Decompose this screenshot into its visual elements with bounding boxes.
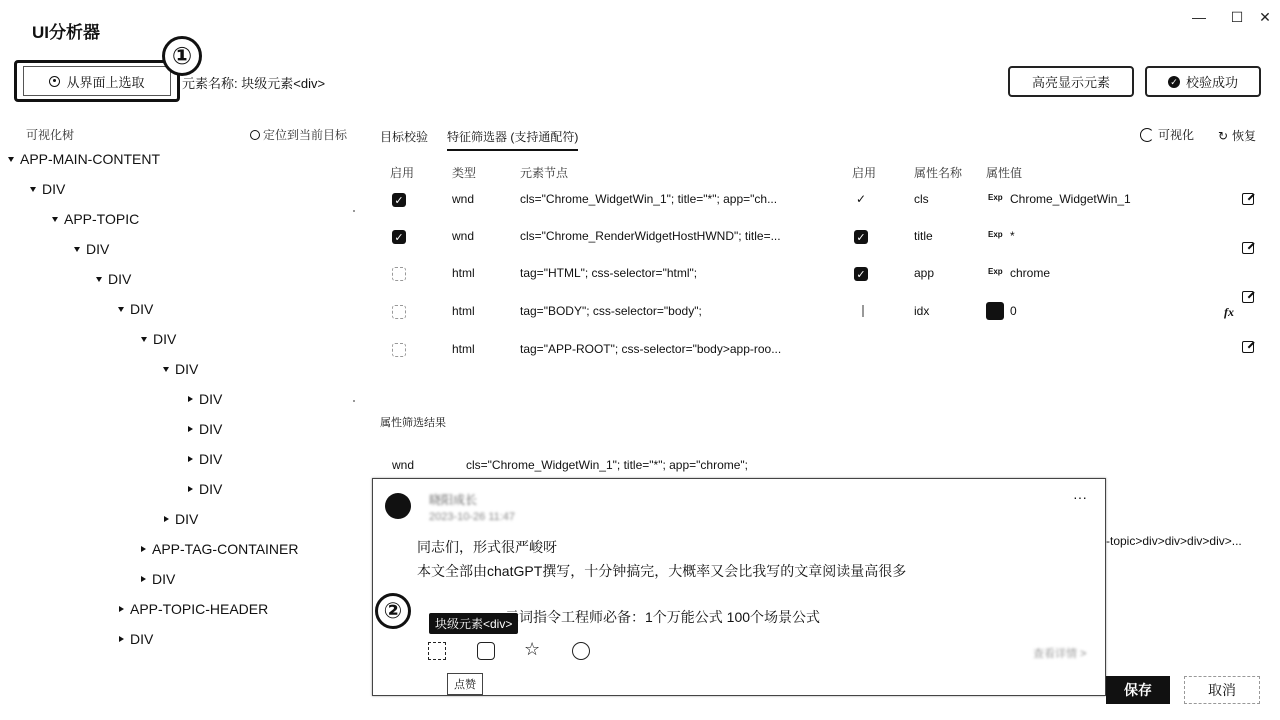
switch-icon[interactable]	[986, 302, 1004, 320]
edit-icon[interactable]	[1242, 341, 1254, 353]
tree-node-label: DIV	[152, 571, 176, 587]
tree-node-label: DIV	[175, 511, 199, 527]
splitter-dot	[353, 400, 355, 402]
expand-arrow-icon[interactable]	[119, 606, 124, 612]
expand-arrow-icon[interactable]	[164, 516, 169, 522]
col-attr-value: 属性值	[986, 166, 1023, 180]
tree-node[interactable]	[141, 539, 299, 559]
attr-enabled-checkbox[interactable]: ✓	[854, 230, 868, 244]
attr-value[interactable]: chrome	[1010, 266, 1051, 280]
expand-arrow-icon[interactable]	[141, 576, 146, 582]
tree-node-label: DIV	[199, 421, 223, 437]
step-badge-2: ②	[375, 593, 411, 629]
pick-label: 从界面上选取	[66, 74, 145, 90]
tree-node[interactable]	[141, 569, 175, 589]
expand-arrow-icon[interactable]	[188, 426, 193, 432]
post-line-2: 本文全部由chatGPT撰写，十分钟搞完，大概率又会比我写的文章阅读量高很多	[417, 563, 907, 579]
tree-node[interactable]	[119, 629, 153, 649]
tree-node[interactable]	[188, 479, 222, 499]
check-circle-icon: ✓	[1168, 76, 1180, 88]
toggle-icon	[1140, 128, 1154, 142]
tab-target-verify[interactable]: 目标校验	[380, 130, 429, 144]
attr-enabled-checkbox[interactable]: ✓	[856, 192, 867, 206]
expand-arrow-icon[interactable]	[188, 486, 193, 492]
tree-node[interactable]	[164, 509, 198, 529]
results-header: 属性筛选结果	[380, 417, 446, 429]
col-attr-name: 属性名称	[914, 166, 963, 180]
locate-target-button[interactable]	[250, 126, 347, 143]
info-icon[interactable]	[572, 642, 590, 660]
highlight-element-button[interactable]: 高亮显示元素	[1008, 66, 1134, 97]
minimize-button[interactable]: —	[1192, 9, 1206, 25]
tree-node-label: DIV	[153, 331, 177, 347]
row-node: tag="HTML"; css-selector="html";	[520, 266, 698, 280]
post-line-1: 同志们，形式很严峻呀	[417, 539, 557, 555]
row-type: html	[452, 342, 475, 356]
app-title: UI分析器	[32, 23, 100, 42]
close-button[interactable]: ✕	[1259, 8, 1271, 25]
collapse-arrow-icon[interactable]	[8, 157, 14, 162]
tree-node-label: DIV	[130, 631, 154, 647]
row-node: tag="APP-ROOT"; css-selector="body>app-roo...	[520, 342, 782, 356]
element-name	[182, 73, 325, 92]
attr-value[interactable]: *	[1010, 229, 1015, 243]
fx-button[interactable]: fx	[1224, 305, 1234, 319]
result-type: wnd	[392, 458, 415, 472]
collapse-arrow-icon[interactable]	[141, 337, 147, 342]
visual-tree-header: 可视化树	[26, 128, 75, 142]
restore-button[interactable]	[1218, 127, 1256, 144]
row-type: html	[452, 304, 475, 318]
tree-node[interactable]	[119, 599, 268, 619]
element-tooltip: 块级元素<div>	[429, 613, 518, 634]
row-enabled-checkbox[interactable]	[392, 267, 406, 281]
expression-icon[interactable]: Exp	[988, 230, 1003, 239]
attr-name: cls	[914, 192, 929, 206]
tree-node-label: DIV	[108, 271, 132, 287]
save-button[interactable]: 保存	[1106, 676, 1170, 704]
expand-link[interactable]: 查看详情 >	[1033, 648, 1087, 660]
verify-label: 校验成功	[1185, 75, 1238, 90]
expression-icon[interactable]: Exp	[988, 193, 1003, 202]
expand-arrow-icon[interactable]	[119, 636, 124, 642]
attr-value[interactable]: Chrome_WidgetWin_1	[1010, 192, 1131, 206]
star-icon[interactable]: ☆	[524, 639, 541, 659]
element-name-value: 块级元素<div>	[241, 76, 326, 91]
tree-node-label: DIV	[199, 391, 223, 407]
pick-from-screen-button[interactable]	[14, 60, 180, 102]
col-type: 类型	[452, 166, 477, 180]
collapse-arrow-icon[interactable]	[52, 217, 58, 222]
element-name-label: 元素名称:	[182, 76, 238, 91]
attr-enabled-checkbox[interactable]: ✓	[854, 267, 868, 281]
comment-icon[interactable]	[477, 642, 495, 660]
like-icon[interactable]	[428, 642, 446, 660]
edit-icon[interactable]	[1242, 291, 1254, 303]
row-type: html	[452, 266, 475, 280]
attr-name: app	[914, 266, 935, 280]
tree-node-label: DIV	[199, 451, 223, 467]
target-icon	[250, 130, 260, 140]
tree-node[interactable]	[52, 209, 139, 229]
row-enabled-checkbox[interactable]: ✓	[392, 193, 406, 207]
expand-arrow-icon[interactable]	[188, 456, 193, 462]
tree-node-label: APP-TAG-CONTAINER	[152, 541, 299, 557]
refresh-icon: ↻	[1218, 128, 1229, 143]
tab-feature-filter[interactable]: 特征筛选器 (支持通配符)	[447, 128, 578, 151]
attr-value[interactable]: 0	[1010, 304, 1017, 318]
collapse-arrow-icon[interactable]	[118, 307, 124, 312]
row-node: cls="Chrome_RenderWidgetHostHWND"; title=...	[520, 229, 781, 243]
collapse-arrow-icon[interactable]	[96, 277, 102, 282]
attr-name: idx	[914, 304, 930, 318]
post-link[interactable]: 示词指令工程师必备：1个万能公式 100个场景公式	[505, 609, 821, 625]
col-enabled: 启用	[390, 166, 415, 180]
row-enabled-checkbox[interactable]: ✓	[392, 230, 406, 244]
col-node: 元素节点	[520, 166, 569, 180]
row-node: tag="BODY"; css-selector="body";	[520, 304, 702, 318]
row-enabled-checkbox[interactable]	[392, 343, 406, 357]
cancel-button[interactable]: 取消	[1184, 676, 1260, 704]
tree-node-label: DIV	[86, 241, 110, 257]
edit-icon[interactable]	[1242, 242, 1254, 254]
locate-label: 定位到当前目标	[263, 128, 348, 142]
col-attr-enabled: 启用	[852, 166, 877, 180]
splitter-dot	[353, 210, 355, 212]
row-enabled-checkbox[interactable]	[392, 305, 406, 319]
visual-label: 可视化	[1158, 128, 1195, 142]
target-icon	[49, 76, 60, 87]
collapse-arrow-icon[interactable]	[163, 367, 169, 372]
verify-success-button[interactable]	[1145, 66, 1261, 97]
tree-node[interactable]	[141, 329, 176, 349]
tree-node[interactable]	[74, 239, 109, 259]
visual-toggle[interactable]	[1140, 126, 1194, 143]
restore-label: 恢复	[1232, 129, 1257, 143]
row-type: wnd	[452, 192, 475, 206]
tree-node-label: DIV	[42, 181, 66, 197]
tree-node-label: APP-TOPIC-HEADER	[130, 601, 269, 617]
expand-arrow-icon[interactable]	[141, 546, 146, 552]
row-node: cls="Chrome_WidgetWin_1"; title="*"; app="ch...	[520, 192, 778, 206]
maximize-button[interactable]: ☐	[1230, 8, 1244, 25]
step-badge-1: ①	[162, 36, 202, 76]
tree-node-label: DIV	[199, 481, 223, 497]
tree-node[interactable]	[96, 269, 131, 289]
tree-node-label: DIV	[175, 361, 199, 377]
tree-node-label: APP-MAIN-CONTENT	[20, 151, 160, 167]
post-author: 晓阳成长	[429, 493, 478, 507]
result-value: cls="Chrome_WidgetWin_1"; title="*"; app="chrome";	[466, 458, 749, 472]
tree-node[interactable]	[188, 449, 222, 469]
expand-arrow-icon[interactable]	[188, 396, 193, 402]
expression-icon[interactable]: Exp	[988, 267, 1003, 276]
post-time: 2023-10-26 11:47	[429, 511, 516, 523]
tree-node[interactable]	[163, 359, 198, 379]
row-type: wnd	[452, 229, 475, 243]
tree-node[interactable]	[118, 299, 153, 319]
tree-node-label: APP-TOPIC	[64, 211, 140, 227]
edit-icon[interactable]	[1242, 193, 1254, 205]
collapse-arrow-icon[interactable]	[74, 247, 80, 252]
preview-panel	[372, 478, 1106, 696]
attr-name: title	[914, 229, 933, 243]
tree-node[interactable]	[8, 149, 160, 169]
tree-node-label: DIV	[130, 301, 154, 317]
tree-node[interactable]	[188, 389, 222, 409]
tree-node[interactable]	[30, 179, 65, 199]
attr-enabled-checkbox[interactable]	[862, 305, 864, 317]
like-tooltip: 点赞	[447, 673, 483, 695]
more-icon[interactable]: ···	[1073, 489, 1087, 505]
collapse-arrow-icon[interactable]	[30, 187, 36, 192]
result-path-tail: -topic>div>div>div>div>...	[1106, 534, 1242, 548]
avatar	[385, 493, 411, 519]
tree-node[interactable]	[188, 419, 222, 439]
